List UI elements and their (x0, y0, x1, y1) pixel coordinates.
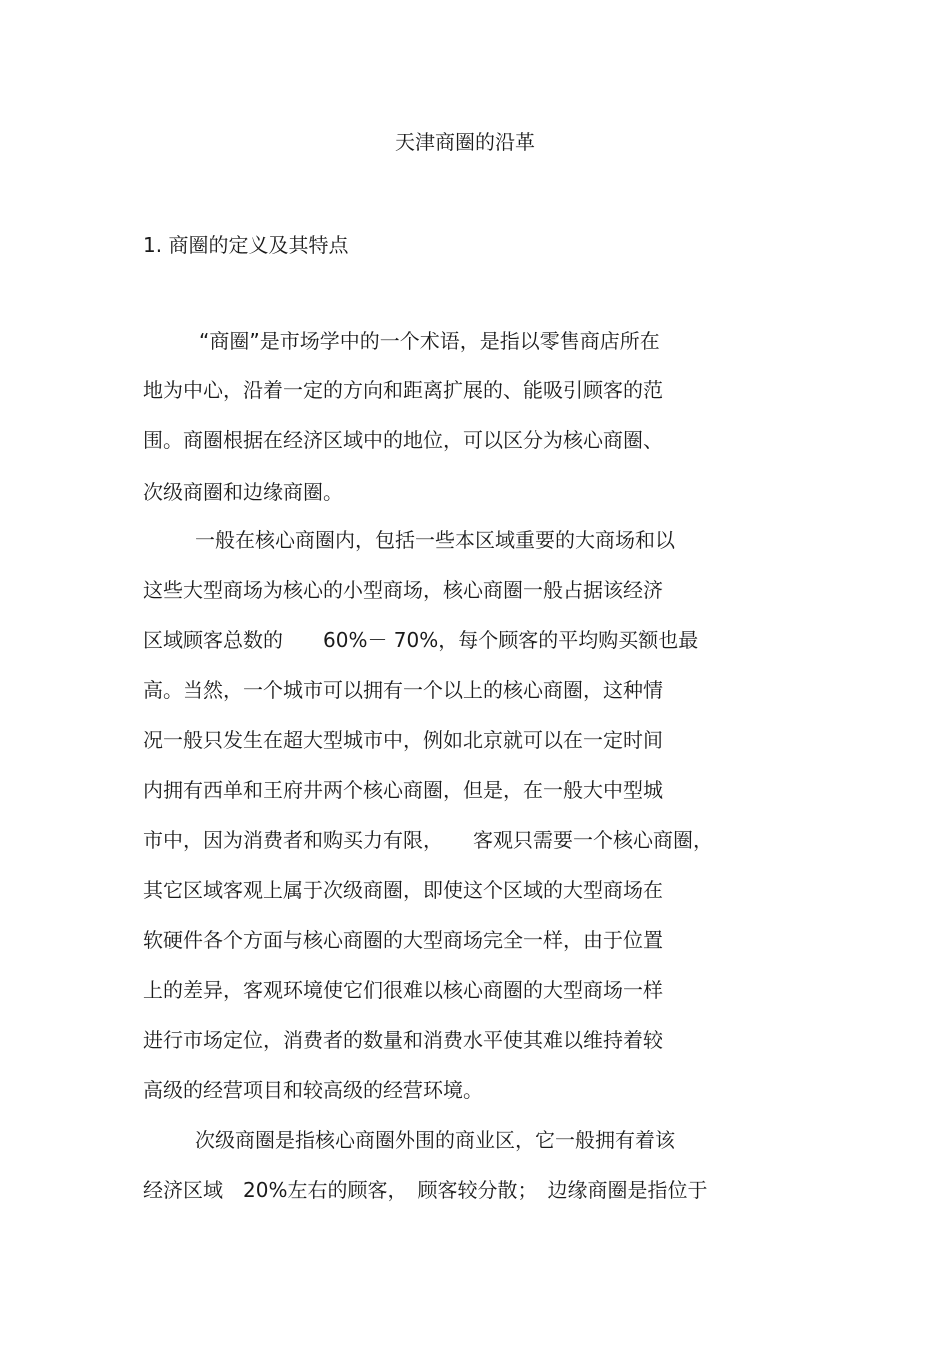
paragraph-line: 经济区域 20%左右的顾客， 顾客较分散； 边缘商圈是指位于 (143, 1178, 708, 1202)
document-title: 天津商圈的沿革 (395, 130, 535, 154)
paragraph-line: 围。商圈根据在经济区域中的地位，可以区分为核心商圈、 (143, 428, 663, 452)
paragraph-line: “商圈”是市场学中的一个术语，是指以零售商店所在 (199, 329, 660, 353)
paragraph-line: 一般在核心商圈内，包括一些本区域重要的大商场和以 (195, 528, 675, 552)
paragraph-line: 其它区域客观上属于次级商圈，即使这个区域的大型商场在 (143, 878, 663, 902)
paragraph-line: 进行市场定位，消费者的数量和消费水平使其难以维持着较 (143, 1028, 663, 1052)
paragraph-line: 区域顾客总数的 60%－ 70%，每个顾客的平均购买额也最 (143, 628, 699, 652)
section-heading: 1. 商圈的定义及其特点 (143, 233, 349, 257)
paragraph-line: 内拥有西单和王府井两个核心商圈，但是，在一般大中型城 (143, 778, 663, 802)
paragraph-line: 况一般只发生在超大型城市中，例如北京就可以在一定时间 (143, 728, 663, 752)
paragraph-line: 地为中心，沿着一定的方向和距离扩展的、能吸引顾客的范 (143, 378, 663, 402)
paragraph-line: 这些大型商场为核心的小型商场，核心商圈一般占据该经济 (143, 578, 663, 602)
paragraph-line: 高。当然，一个城市可以拥有一个以上的核心商圈，这种情 (143, 678, 663, 702)
paragraph-line: 次级商圈和边缘商圈。 (143, 480, 343, 504)
paragraph-line: 上的差异，客观环境使它们很难以核心商圈的大型商场一样 (143, 978, 663, 1002)
paragraph-line: 软硬件各个方面与核心商圈的大型商场完全一样，由于位置 (143, 928, 663, 952)
paragraph-line: 市中，因为消费者和购买力有限， 客观只需要一个核心商圈， (143, 828, 713, 852)
paragraph-line: 高级的经营项目和较高级的经营环境。 (143, 1078, 483, 1102)
paragraph-line: 次级商圈是指核心商圈外围的商业区，它一般拥有着该 (195, 1128, 675, 1152)
